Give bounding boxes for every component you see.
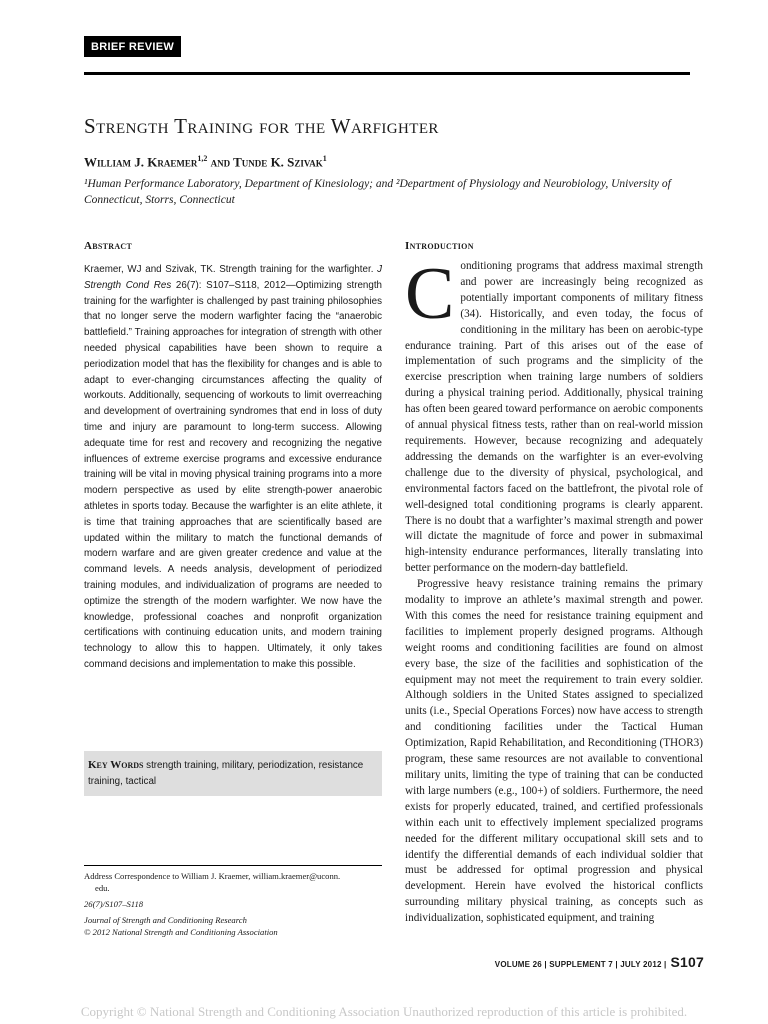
intro-paragraph-1 bbox=[405, 253, 703, 577]
correspondence-rule bbox=[84, 865, 382, 866]
introduction-heading: Introduction bbox=[405, 240, 474, 252]
citation-journal: J Strength Cond Res bbox=[84, 264, 382, 291]
keywords-box bbox=[84, 751, 382, 796]
citation-authors: Kraemer, WJ and Szivak, TK. Strength training for the warfighter. bbox=[84, 264, 378, 275]
header-rule bbox=[84, 72, 690, 75]
copyright-watermark: Copyright © National Strength and Conditioning Association Unauthorized reproduction of this article is prohibited. bbox=[80, 1004, 688, 1019]
journal-copyright: © 2012 National Strength and Conditioning Association bbox=[84, 927, 278, 937]
correspondence-address: Address Correspondence to William J. Kraemer, william.kraemer@uconn. bbox=[84, 871, 341, 881]
author-name: William J. Kraemer bbox=[84, 154, 198, 170]
volume-pages: 26(7)/S107–S118 bbox=[84, 899, 144, 909]
article-title: Strength Training for the Warfighter bbox=[84, 114, 439, 138]
author-separator: and bbox=[207, 154, 234, 170]
introduction-body bbox=[405, 253, 703, 927]
author-affil-sup: 1 bbox=[322, 154, 327, 163]
page-footer bbox=[495, 954, 704, 970]
intro-paragraph-1-text: onditioning programs that address maximal strength and power are increasingly being recognized as potentially important components of military fitness (34). Historically, and even today, the focus of conditioning in the military has been on aerobic-type endurance training. Part of this arises out of the ease of implementation of such programs and the simplicity of the exercise prescription when training large numbers of soldiers during a physical training period. Additionally, physical training has often been geared toward performance on aerobic components of annual physical fitness tests, rather than on real-world mission requirements. However, because recognizing and adequately addressing the demands on the warfighter is an ever-evolving challenge due to the diversity of physical, psychological, and environmental factors faced on the battlefront, the pivotal role of well-designed total conditioning programs is clearly apparent. There is no doubt that a warfighter’s maximal strength and power will dictate the magnitude of force and power in submaximal high-intensity endurance performances, literally translating into better performance on the modern-day battlefield. bbox=[405, 260, 703, 575]
keywords-label: Key Words bbox=[88, 759, 144, 771]
keywords-list: strength training, military, periodization, resistance training, tactical bbox=[88, 760, 364, 787]
author-name: Tunde K. Szivak bbox=[233, 154, 323, 170]
drop-cap: C bbox=[405, 253, 455, 335]
correspondence-address-cont: edu. bbox=[95, 883, 110, 893]
article-type-badge: BRIEF REVIEW bbox=[84, 36, 181, 57]
abstract-body bbox=[84, 262, 382, 673]
issue-info: VOLUME 26 | SUPPLEMENT 7 | JULY 2012 | bbox=[494, 960, 667, 969]
affiliations: ¹Human Performance Laboratory, Department of Kinesiology; and ²Department of Physiology and Neurobiology, University of Connecticut, Storrs, Connecticut bbox=[84, 178, 671, 206]
journal-name: Journal of Strength and Conditioning Research bbox=[84, 915, 247, 925]
intro-paragraph-2: Progressive heavy resistance training remains the primary modality to improve an athlete’s maximal strength and power. With this comes the need for resistance training equipment and facilities to implement properly designed programs. Although weight rooms and conditioning facilities are found on almost every base, the size of the facilities and sophistication of the equipment may not meet the requirement to train every soldier. Although soldiers in the United States assigned to specialized units (i.e., Special Operations Forces) now have access to strength and conditioning facilities under the Tactical Human Optimization, Rapid Rehabilitation, and Reconditioning (THOR3) program, these same resources are not available to conventional military units, limiting the type of training that can be conducted with large numbers (e.g., 100+) of soldiers. Furthermore, the need exists for properly educated, trained, and certified professionals within each unit to effectively implement specialized programs needed for the different military occupational skill sets and to identify the differential demands of each individual soldier that must be addressed for optimal progression and physical development. Herein have evolved the historical conflicts surrounding military physical training, as concepts such as individualization, sophisticated equipment, and training bbox=[405, 578, 703, 925]
author-list bbox=[84, 154, 704, 170]
abstract-text: Optimizing strength training for the warfighter is challenged by past training philosophies that no longer serve the modern warfighter facing the “anaerobic battlefield.” Training approaches for integration of strength with other needed physical capabilities have been shown to require a periodization model that has the flexibility for changes and is able to adapt to ever-changing circumstances affecting the quality of workouts. Additionally, sequencing of workouts to limit overreaching and development of overtraining syndromes that end in loss of duty time and injury are paramount to long-term success. Allowing adequate time for rest and recovery and recognizing the negative influences of extreme exercise programs and excessive endurance training will be vital in moving physical training programs into a more modern perspective as used by elite strength-power anaerobic athletes in sports today. Because the warfighter is an elite athlete, it is time that training approaches that are scientifically based are updated within the military to match the functional demands of modern warfare and are given greater credence and value at the command levels. A needs analysis, development of periodized training modules, and individualization of programs are needed to optimize the strength of the modern warfighter. We now have the knowledge, professional coaches and nonprofit organization certifications with continuing education units, and modern training technology to allow this to happen. Ultimately, it only takes command decisions and implementation to make this possible. bbox=[84, 279, 382, 670]
correspondence-block bbox=[84, 870, 382, 938]
author-affil-sup: 1,2 bbox=[197, 154, 208, 163]
page-number: S107 bbox=[670, 954, 704, 970]
abstract-heading: Abstract bbox=[84, 240, 133, 252]
citation-volume: 26(7): S107–S118, 2012— bbox=[171, 279, 296, 291]
